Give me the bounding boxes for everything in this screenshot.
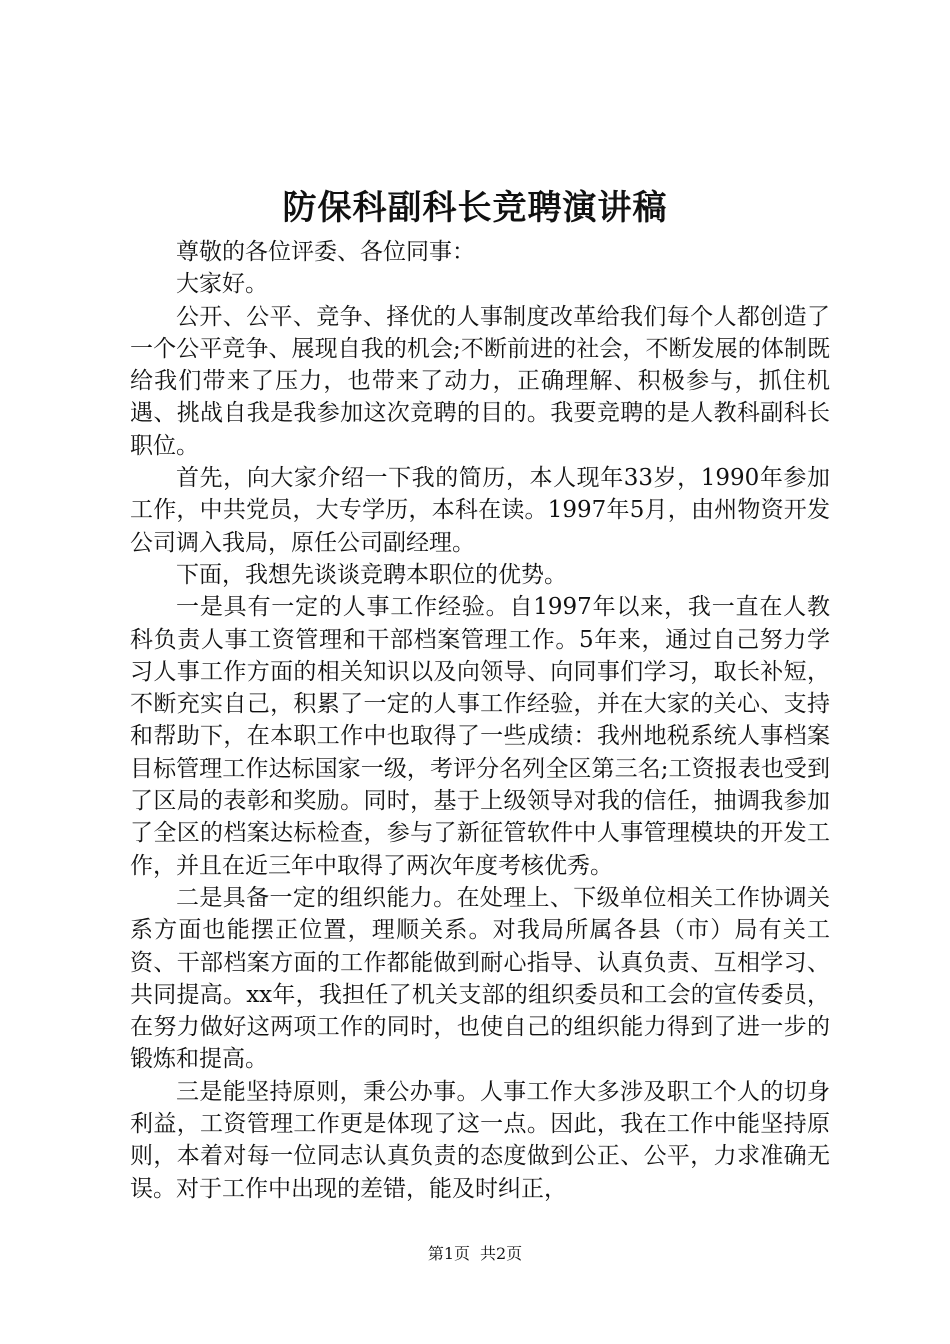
document-title: 防保科副科长竞聘演讲稿 <box>282 188 668 228</box>
document-body <box>130 236 830 1205</box>
intro-paragraph: 公开、公平、竞争、择优的人事制度改革给我们每个人都创造了一个公平竞争、展现自我的机会;不断前进的社会，不断发展的体制既给我们带来了压力，也带来了动力，正确理解、积极参与，抓住机遇、挑战自我是我参加这次竞聘的目的。我要竞聘的是人教科副科长职位。 <box>130 303 830 459</box>
advantages-intro-paragraph: 下面，我想先谈谈竞聘本职位的优势。 <box>176 561 567 588</box>
resume-paragraph: 首先，向大家介绍一下我的简历，本人现年33岁，1990年参加工作，中共党员，大专学历，本科在读。1997年5月，由州物资开发公司调入我局，原任公司副经理。 <box>130 465 830 556</box>
page-number-current: 第1页 <box>427 1244 470 1263</box>
page-number-total: 共2页 <box>480 1244 523 1263</box>
experience-paragraph: 一是具有一定的人事工作经验。自1997年以来，我一直在人教科负责人事工资管理和干部档案管理工作。5年来，通过自己努力学习人事工作方面的相关知识以及向领导、向同事们学习，取长补短，不断充实自己，积累了一定的人事工作经验，并在大家的关心、支持和帮助下，在本职工作中也取得了一些成绩：我州地税系统人事档案目标管理工作达标国家一级，考评分名列全区第三名;工资报表也受到了区局的表彰和奖励。同时，基于上级领导对我的信任，抽调我参加了全区的档案达标检查，参与了新征管软件中人事管理模块的开发工作，并且在近三年中取得了两次年度考核优秀。 <box>130 594 830 879</box>
page-footer <box>0 1243 950 1265</box>
organization-paragraph: 二是具备一定的组织能力。在处理上、下级单位相关工作协调关系方面也能摆正位置，理顺关系。对我局所属各县（市）局有关工资、干部档案方面的工作都能做到耐心指导、认真负责、互相学习、共同提高。xx年，我担任了机关支部的组织委员和工会的宣传委员，在努力做好这两项工作的同时，也使自己的组织能力得到了进一步的锻炼和提高。 <box>130 884 830 1073</box>
principle-paragraph: 三是能坚持原则，秉公办事。人事工作大多涉及职工个人的切身利益，工资管理工作更是体现了这一点。因此，我在工作中能坚持原则，本着对每一位同志认真负责的态度做到公正、公平，力求准确无误。对于工作中出现的差错，能及时纠正， <box>130 1078 830 1202</box>
greeting-paragraph: 大家好。 <box>176 271 268 298</box>
salutation-paragraph: 尊敬的各位评委、各位同事： <box>176 239 475 265</box>
